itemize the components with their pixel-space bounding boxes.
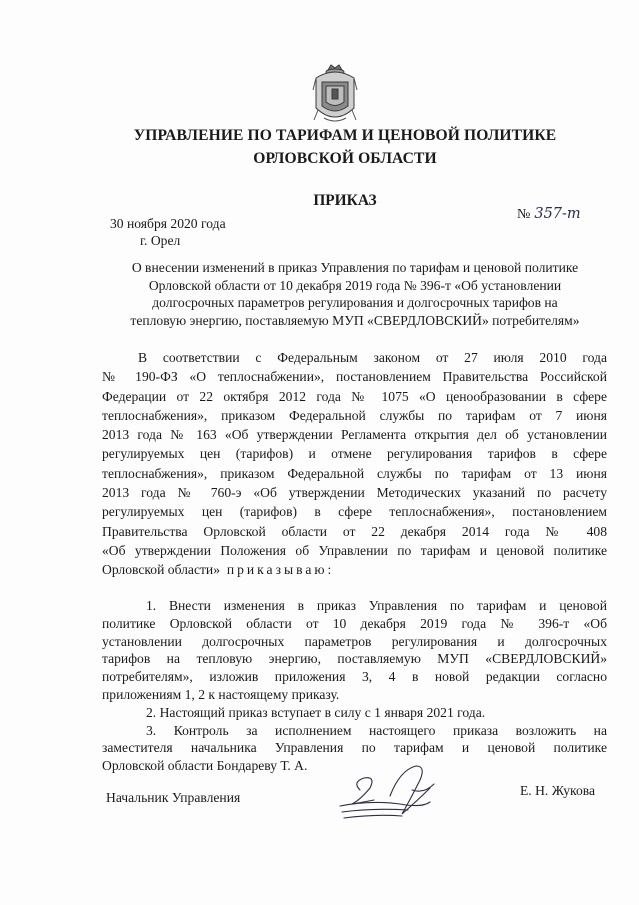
document-city: г. Орел <box>140 233 181 248</box>
subject-line: долгосрочных параметров регулирования и долгосрочных тарифов на <box>152 295 558 310</box>
order-number-handwritten: 357-т <box>534 206 581 222</box>
document-type-heading: ПРИКАЗ <box>313 192 377 209</box>
order-number-prefix: № <box>517 207 531 222</box>
item1-line: потребителям», изложив приложения 3, 4 в новой редакции согласно <box>102 669 607 685</box>
coat-of-arms-icon <box>312 62 358 128</box>
subject-line: Орловской области от 10 декабря 2019 года № 396-т «Об установлении <box>148 277 562 293</box>
preamble-line: В соответствии с Федеральным законом от 27 июля 2010 года <box>138 350 607 365</box>
item1-line: установлении долгосрочных параметров регулирования и долгосрочных <box>102 633 607 649</box>
subject-line: тепловую энергию, поставляемую МУП «СВЕРДЛОВСКИЙ» потребителям» <box>130 312 580 328</box>
order-subject <box>90 259 620 329</box>
preamble-line: 2013 года № 163 «Об утверждении Регламента открытия дел об установлении <box>102 427 607 443</box>
preamble-line: теплоснабжения», приказом Федеральной службы по тарифам от 13 июня <box>102 465 607 481</box>
organization-title-line1: УПРАВЛЕНИЕ ПО ТАРИФАМ И ЦЕНОВОЙ ПОЛИТИКЕ <box>133 127 557 144</box>
organization-title-line2: ОРЛОВСКОЙ ОБЛАСТИ <box>253 150 437 167</box>
subject-line: О внесении изменений в приказ Управления по тарифам и ценовой политике <box>131 260 579 275</box>
preamble-paragraph <box>102 348 607 580</box>
order-number <box>517 206 581 223</box>
preamble-line: 2013 года № 760-э «Об утверждении Методических указаний по расчету <box>102 485 607 501</box>
item3-line: заместителя начальника Управления по тарифам и ценовой политике <box>102 740 607 756</box>
item2-line: 2. Настоящий приказ вступает в силу с 1 января 2021 года. <box>146 704 486 720</box>
order-items <box>102 597 607 775</box>
preamble-line: теплоснабжения», приказом Федеральной службы по тарифам от 7 июня <box>102 407 607 423</box>
preamble-line: Федерации от 22 октября 2012 года № 1075 «О ценообразовании в сфере <box>102 388 607 404</box>
item1-line: политике Орловской области от 10 декабря 2019 года № 396-т «Об <box>102 615 607 631</box>
preamble-last-line <box>102 560 607 579</box>
item3-line: Орловской области Бондареву Т. А. <box>102 758 308 774</box>
preamble-line: регулируемых цен (тарифов) в сфере теплоснабжения», постановлением <box>102 504 607 520</box>
preamble-line: регулируемых цен (тарифов) и отмене регулирования тарифов в сфере <box>102 446 607 462</box>
item3-line: 3. Контроль за исполнением настоящего приказа возложить на <box>146 722 607 738</box>
preamble-line: Правительства Орловской области от 22 декабря 2014 года № 408 <box>102 523 607 539</box>
item1-line: тарифов на тепловую энергию, поставляемую МУП «СВЕРДЛОВСКИЙ» <box>102 651 607 667</box>
preamble-line: № 190-ФЗ «О теплоснабжении», постановлением Правительства Российской <box>102 369 607 385</box>
document-date: 30 ноября 2020 года <box>110 216 226 231</box>
item1-line: приложениям 1, 2 к настоящему приказу. <box>102 686 340 702</box>
order-word: приказываю: <box>226 562 335 578</box>
handwritten-signature-icon <box>330 760 450 830</box>
signature-title: Начальник Управления <box>106 790 241 805</box>
preamble-line-text: Орловской области» <box>102 562 221 578</box>
signatory-name: Е. Н. Жукова <box>520 783 596 798</box>
item1-line: 1. Внести изменения в приказ Управления по тарифам и ценовой <box>146 598 607 613</box>
preamble-line: «Об утверждении Положения об Управлении по тарифам и ценовой политике <box>102 542 607 558</box>
